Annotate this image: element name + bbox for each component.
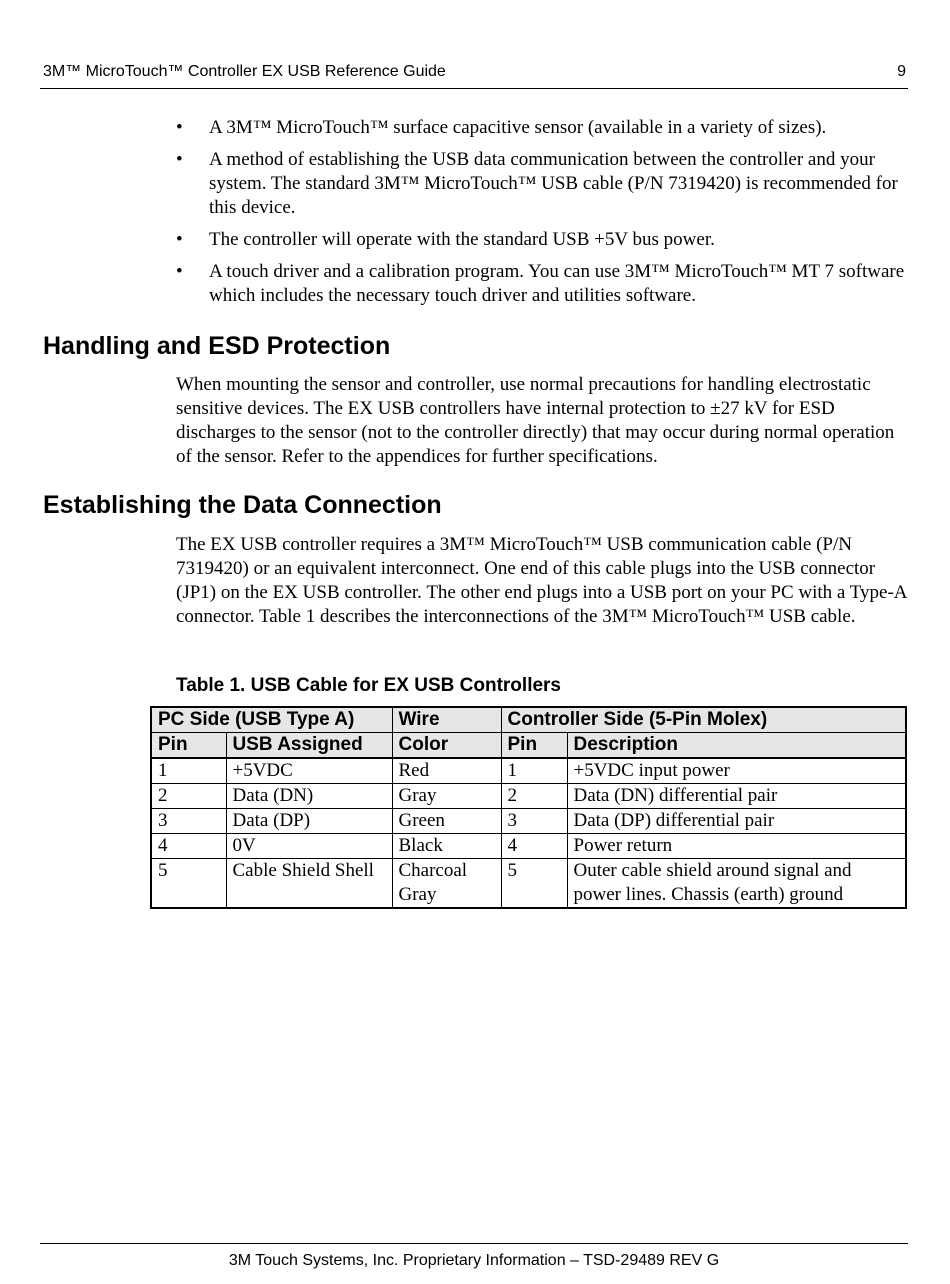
- list-item: [176, 260, 908, 308]
- table-cell: Power return: [567, 834, 906, 859]
- table-cell: +5VDC input power: [567, 758, 906, 784]
- table-cell: 1: [501, 758, 567, 784]
- table-cell: Data (DP) differential pair: [567, 809, 906, 834]
- table-cell: 1: [151, 758, 226, 784]
- column-header-pin: Pin: [151, 733, 226, 759]
- table-row: [151, 809, 906, 834]
- table-cell: 2: [151, 784, 226, 809]
- table-cell: +5VDC: [226, 758, 392, 784]
- table-group-header-row: [151, 707, 906, 733]
- group-header-pc-side: PC Side (USB Type A): [151, 707, 392, 733]
- column-header-description: Description: [567, 733, 906, 759]
- table-cell: Data (DN) differential pair: [567, 784, 906, 809]
- table-cell: 4: [151, 834, 226, 859]
- section-heading-data-connection: Establishing the Data Connection: [43, 491, 442, 519]
- table-row: [151, 758, 906, 784]
- bullet-icon: •: [176, 149, 183, 170]
- requirements-list: [176, 116, 908, 316]
- list-item-text: A method of establishing the USB data communication between the controller and your system. The standard 3M™ MicroTouch™ USB cable (P/N 7319420) is recommended for this device.: [209, 149, 898, 218]
- group-header-wire: Wire: [392, 707, 501, 733]
- list-item: [176, 228, 908, 252]
- table-cell: 2: [501, 784, 567, 809]
- table-cell: Data (DN): [226, 784, 392, 809]
- table-cell: Black: [392, 834, 501, 859]
- table-caption: Table 1. USB Cable for EX USB Controllers: [176, 675, 562, 696]
- column-header-controller-pin: Pin: [501, 733, 567, 759]
- table-cell: 3: [151, 809, 226, 834]
- bullet-icon: •: [176, 261, 183, 282]
- table-cell: 3: [501, 809, 567, 834]
- page-header: [40, 62, 908, 89]
- bullet-icon: •: [176, 229, 183, 250]
- list-item-text: A 3M™ MicroTouch™ surface capacitive sensor (available in a variety of sizes).: [209, 117, 827, 138]
- column-header-usb-assigned: USB Assigned: [226, 733, 392, 759]
- list-item-text: A touch driver and a calibration program. You can use 3M™ MicroTouch™ MT 7 software which includes the necessary touch driver and utilities software.: [209, 261, 905, 306]
- page-number: 9: [897, 63, 906, 80]
- section-heading-esd: Handling and ESD Protection: [43, 332, 391, 360]
- table-cell: Gray: [392, 784, 501, 809]
- esd-paragraph: When mounting the sensor and controller, use normal precautions for handling electrostatic sensitive devices. The EX USB controllers have internal protection to ±27 kV for ESD discharges to the sensor (not to the controller directly) that may occur during normal operation of the sensor. Refer to the appendices for further specifications.: [176, 374, 895, 467]
- table-cell: Data (DP): [226, 809, 392, 834]
- data-connection-paragraph: The EX USB controller requires a 3M™ MicroTouch™ USB communication cable (P/N 7319420) or an equivalent interconnect. One end of this cable plugs into the USB connector (JP1) on the EX USB controller. The other end plugs into a USB port on your PC with a Type-A connector. Table 1 describes the interconnections of the 3M™ MicroTouch™ USB cable.: [176, 534, 907, 627]
- bullet-icon: •: [176, 117, 183, 138]
- table-cell: Red: [392, 758, 501, 784]
- table-cell: Cable Shield Shell: [226, 859, 392, 909]
- table-row: [151, 859, 906, 909]
- table-cell: 4: [501, 834, 567, 859]
- table-cell: 5: [151, 859, 226, 909]
- document-title: 3M™ MicroTouch™ Controller EX USB Reference Guide: [43, 63, 446, 80]
- usb-cable-table: [150, 706, 907, 909]
- page-footer: 3M Touch Systems, Inc. Proprietary Information – TSD-29489 REV G: [40, 1243, 908, 1270]
- column-header-color: Color: [392, 733, 501, 759]
- group-header-controller-side: Controller Side (5-Pin Molex): [501, 707, 906, 733]
- table-cell: Green: [392, 809, 501, 834]
- list-item-text: The controller will operate with the standard USB +5V bus power.: [209, 229, 715, 250]
- table-cell: Charcoal Gray: [392, 859, 501, 909]
- table-cell: 0V: [226, 834, 392, 859]
- table-cell: 5: [501, 859, 567, 909]
- list-item: [176, 116, 908, 140]
- table-header-row: [151, 733, 906, 759]
- table-cell: Outer cable shield around signal and power lines. Chassis (earth) ground: [567, 859, 906, 909]
- list-item: [176, 148, 908, 220]
- table-row: [151, 784, 906, 809]
- table-row: [151, 834, 906, 859]
